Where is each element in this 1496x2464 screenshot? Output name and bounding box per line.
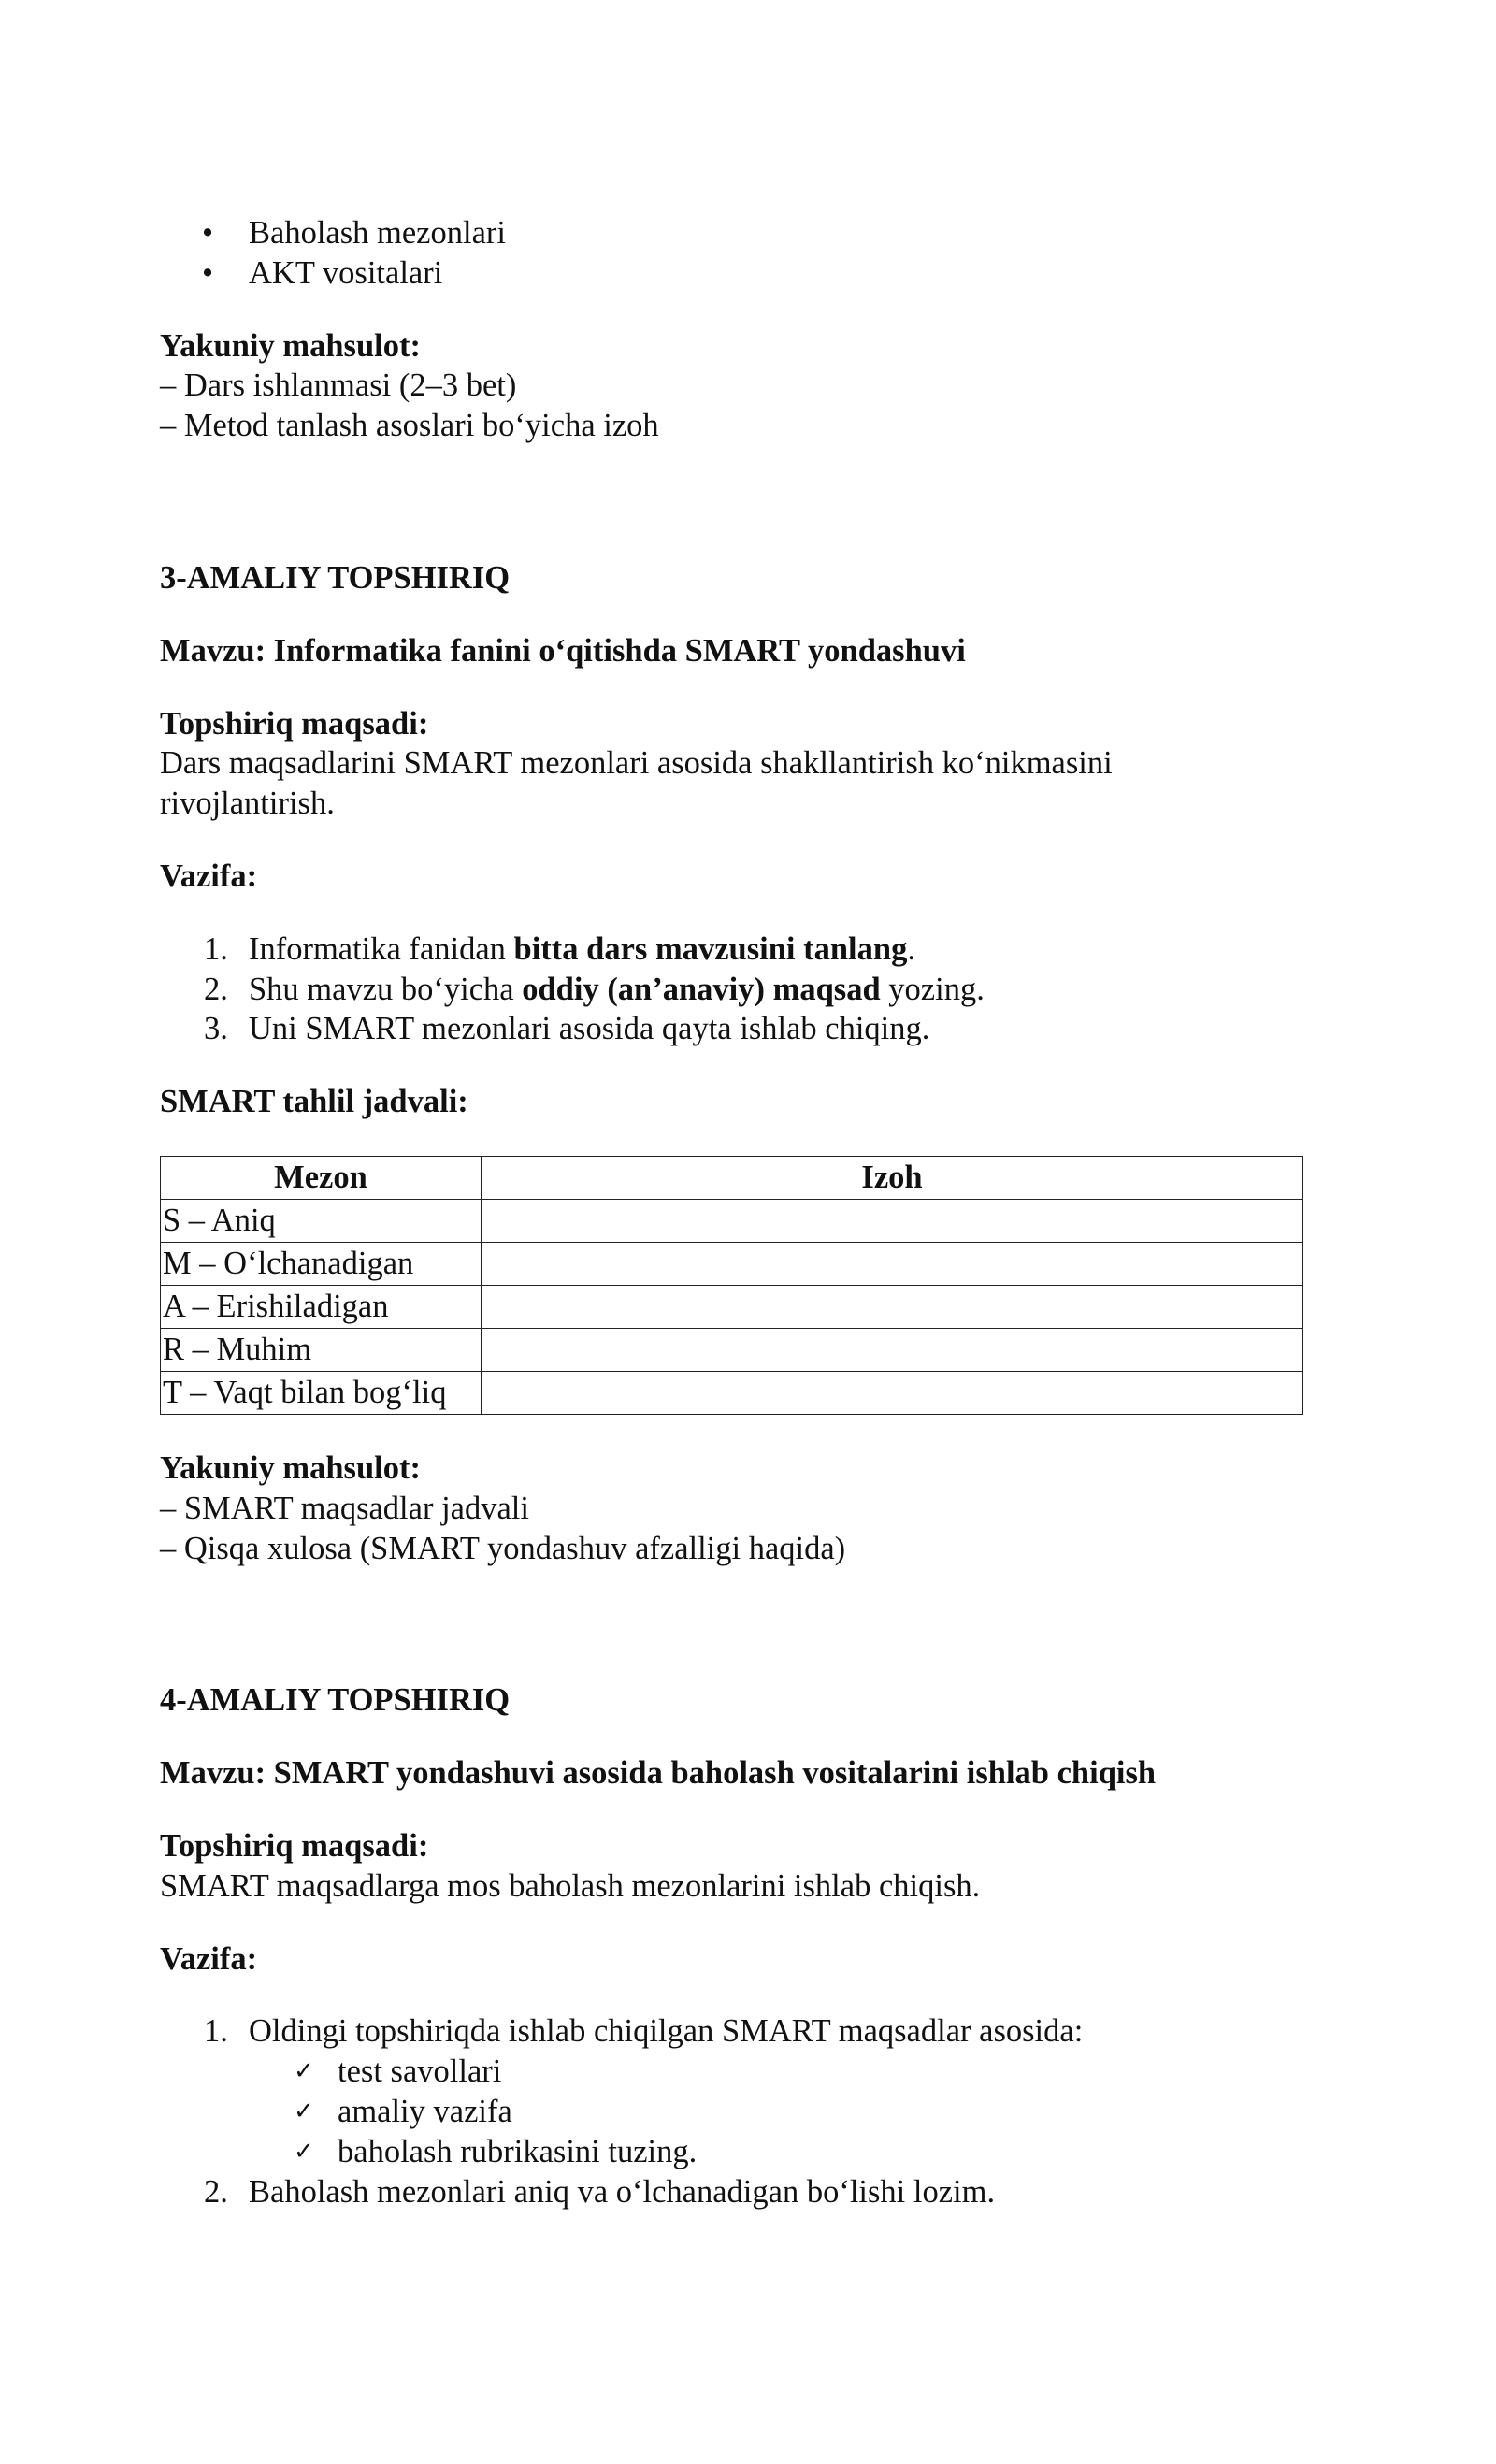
table-row xyxy=(161,1242,1303,1285)
task4-topic: Mavzu: SMART yondashuvi asosida baholash vositalarini ishlab chiqish xyxy=(160,1755,1157,1792)
table-cell: A – Erishiladigan xyxy=(161,1285,482,1328)
task3-product-line: – SMART maqsadlar jadvali xyxy=(160,1490,529,1526)
list-item-text: Uni SMART mezonlari asosida qayta ishlab chiqing. xyxy=(249,1011,930,1047)
table-row xyxy=(161,1328,1303,1371)
check-mark-icon: ✓ xyxy=(294,2097,314,2125)
list-item xyxy=(160,929,1310,970)
document-page xyxy=(160,213,1310,2212)
table-cell xyxy=(482,1371,1303,1414)
section2-product-title: Yakuniy mahsulot: xyxy=(160,327,421,364)
list-number: 2. xyxy=(204,2173,228,2210)
task3-table-title: SMART tahlil jadvali: xyxy=(160,1084,468,1120)
list-item-text: Shu mavzu bo‘yicha xyxy=(249,971,523,1007)
check-item-text: test savollari xyxy=(338,2053,502,2090)
table-cell xyxy=(482,1199,1303,1242)
section2-product-line: – Dars ishlanmasi (2–3 bet) xyxy=(160,367,517,404)
list-number: 2. xyxy=(204,971,228,1007)
list-item-bold: bitta dars mavzusini tanlang xyxy=(513,930,908,967)
list-item-text: Oldingi topshiriqda ishlab chiqilgan SMART maqsadlar asosida: xyxy=(249,2013,1084,2050)
task3-numbered-list xyxy=(160,929,1310,1049)
list-item xyxy=(160,213,1310,253)
table-row xyxy=(161,1371,1303,1414)
task4-goal-title: Topshiriq maqsadi: xyxy=(160,1827,429,1864)
task3-task-title: Vazifa: xyxy=(160,857,258,894)
list-item-text: AKT vositalari xyxy=(249,254,443,291)
table-row xyxy=(161,1285,1303,1328)
list-item xyxy=(160,253,1310,294)
table-header-cell: Mezon xyxy=(161,1156,482,1199)
smart-analysis-table xyxy=(160,1156,1303,1415)
bullet-icon: • xyxy=(202,254,214,291)
task3-title: 3-AMALIY TOPSHIRIQ xyxy=(160,559,511,596)
check-mark-icon: ✓ xyxy=(294,2057,314,2086)
check-list-item xyxy=(160,2092,1310,2132)
section2-product-line: – Metod tanlash asoslari bo‘yicha izoh xyxy=(160,408,659,444)
list-number: 1. xyxy=(204,930,228,967)
table-header-cell: Izoh xyxy=(482,1156,1303,1199)
list-item xyxy=(160,970,1310,1010)
task3-product-title: Yakuniy mahsulot: xyxy=(160,1449,421,1486)
table-cell xyxy=(482,1328,1303,1371)
check-item-text: amaliy vazifa xyxy=(338,2093,512,2129)
top-bullet-list xyxy=(160,213,1310,294)
task3-goal-text: Dars maqsadlarini SMART mezonlari asosida shakllantirish ko‘nikmasini rivojlantirish. xyxy=(160,745,1113,822)
task3-product-line: – Qisqa xulosa (SMART yondashuv afzalligi haqida) xyxy=(160,1530,846,1566)
table-cell: S – Aniq xyxy=(161,1199,482,1242)
list-item-bold: oddiy (an’anaviy) maqsad xyxy=(522,971,881,1007)
task3-topic: Mavzu: Informatika fanini o‘qitishda SMART yondashuvi xyxy=(160,632,966,669)
list-item xyxy=(160,2011,1310,2171)
table-cell xyxy=(482,1242,1303,1285)
list-item xyxy=(160,1009,1310,1049)
list-item-text: . xyxy=(907,930,915,967)
table-cell: T – Vaqt bilan bog‘liq xyxy=(161,1371,482,1414)
check-list xyxy=(160,2052,1310,2171)
check-mark-icon: ✓ xyxy=(294,2137,314,2166)
bullet-icon: • xyxy=(202,215,214,251)
list-number: 1. xyxy=(204,2013,228,2050)
table-header-row xyxy=(161,1156,1303,1199)
list-item-text: Informatika fanidan xyxy=(249,930,514,967)
table-cell: M – O‘lchanadigan xyxy=(161,1242,482,1285)
check-list-item xyxy=(160,2052,1310,2092)
check-list-item xyxy=(160,2132,1310,2172)
list-item-text: Baholash mezonlari aniq va o‘lchanadigan bo‘lishi lozim. xyxy=(249,2173,996,2210)
check-item-text: baholash rubrikasini tuzing. xyxy=(338,2133,698,2169)
list-item-text: yozing. xyxy=(880,971,985,1007)
table-cell: R – Muhim xyxy=(161,1328,482,1371)
task4-task-title: Vazifa: xyxy=(160,1940,258,1977)
list-item-text: Baholash mezonlari xyxy=(249,215,506,251)
list-item xyxy=(160,2172,1310,2212)
task4-title: 4-AMALIY TOPSHIRIQ xyxy=(160,1682,511,1719)
table-cell xyxy=(482,1285,1303,1328)
list-number: 3. xyxy=(204,1011,228,1047)
table-row xyxy=(161,1199,1303,1242)
task4-numbered-list xyxy=(160,2011,1310,2212)
task3-goal-title: Topshiriq maqsadi: xyxy=(160,705,429,742)
task4-goal-text: SMART maqsadlarga mos baholash mezonlarini ishlab chiqish. xyxy=(160,1867,981,1904)
